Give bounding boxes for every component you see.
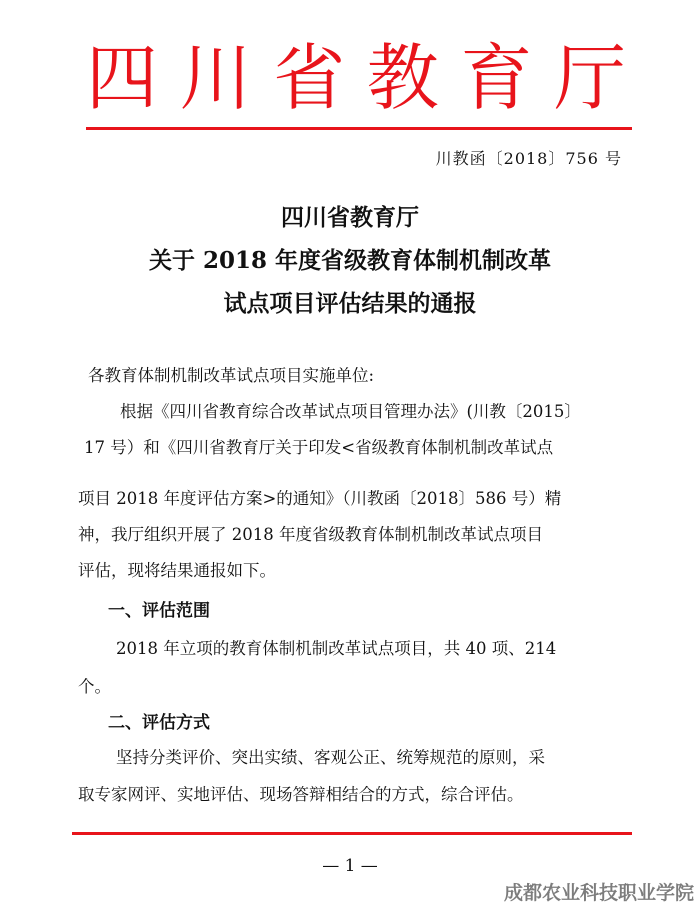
salutation: 各教育体制机制改革试点项目实施单位: (88, 366, 375, 385)
body-line: 根据《四川省教育综合改革试点项目管理办法》(川教〔2015〕 (120, 402, 581, 421)
title-line: 四川省教育厅 (281, 204, 419, 231)
document-number: 川教函〔2018〕756 号 (435, 149, 622, 168)
title-line: 关于 2018 年度省级教育体制机制改革 (148, 247, 552, 274)
document-title (0, 196, 700, 325)
letterhead (86, 30, 626, 126)
title-line: 试点项目评估结果的通报 (223, 290, 477, 317)
page-number: — 1 — (322, 856, 378, 876)
letterhead-char: 四 (86, 36, 159, 120)
letterhead-char: 省 (273, 36, 346, 120)
letterhead-char: 川 (179, 36, 252, 120)
body-line: 17 号）和《四川省教育厅关于印发<省级教育体制机制改革试点 (84, 438, 554, 457)
section-heading: 二、评估方式 (108, 713, 210, 733)
body-line: 评估，现将结果通报如下。 (78, 561, 276, 580)
letterhead-divider (86, 127, 632, 130)
body-line: 坚持分类评价、突出实绩、客观公正、统筹规范的原则，采 (116, 748, 545, 767)
body-line: 项目 2018 年度评估方案>的通知》（川教函〔2018〕586 号）精 (78, 489, 562, 508)
letterhead-char: 育 (460, 36, 533, 120)
section-heading: 一、评估范围 (108, 601, 210, 621)
footer-divider (72, 832, 632, 835)
letterhead-char: 厅 (553, 36, 626, 120)
body-line: 神，我厅组织开展了 2018 年度省级教育体制机制改革试点项目 (78, 525, 543, 544)
body-line: 2018 年立项的教育体制机制改革试点项目，共 40 项、214 (116, 639, 557, 658)
watermark: 成都农业科技职业学院 (503, 882, 694, 904)
body-line: 取专家网评、实地评估、现场答辩相结合的方式，综合评估。 (78, 785, 524, 804)
letterhead-char: 教 (366, 36, 439, 120)
body-line: 个。 (78, 677, 111, 696)
